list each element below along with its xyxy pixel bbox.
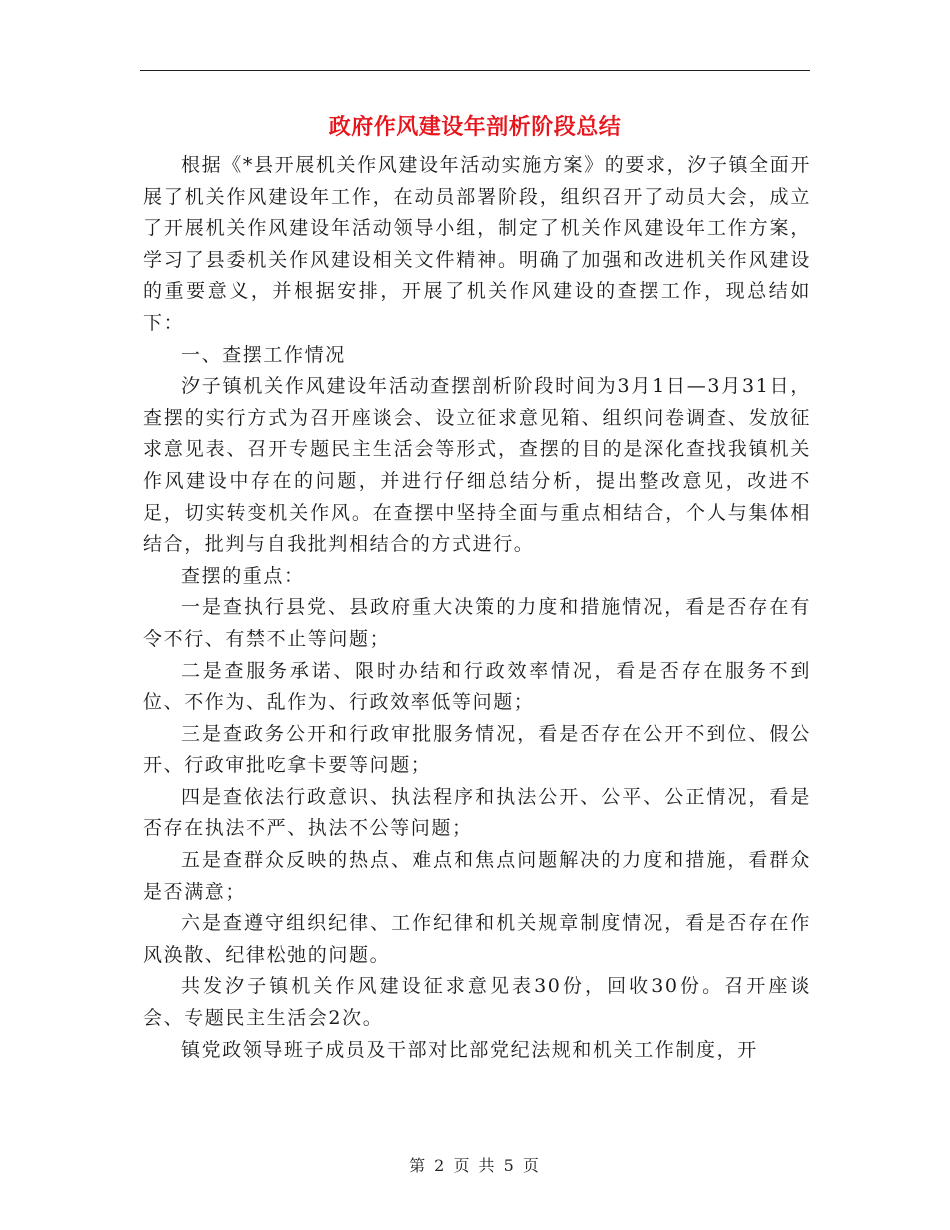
page-footer: 第 2 页 共 5 页 bbox=[409, 1156, 541, 1175]
paragraph-review-focus-heading: 查摆的重点： bbox=[181, 564, 305, 587]
document-title: 政府作风建设年剖析阶段总结 bbox=[328, 114, 622, 140]
document-body bbox=[143, 150, 811, 1066]
paragraph-focus-6: 六是查遵守组织纪律、工作纪律和机关规章制度情况，看是否存在作风涣散、纪律松弛的问题。 bbox=[143, 912, 811, 966]
paragraph-review-period: 汐子镇机关作风建设年活动查摆剖析阶段时间为3月1日—3月31日，查摆的实行方式为召开座谈会、设立征求意见箱、组织问卷调查、发放征求意见表、召开专题民主生活会等形式，查摆的目的是深化查找我镇机关作风建设中存在的问题，并进行仔细总结分析，提出整改意见，改进不足，切实转变机关作风。在查摆中坚持全面与重点相结合，个人与集体相结合，批判与自我批判相结合的方式进行。 bbox=[143, 375, 811, 556]
header-rule bbox=[140, 70, 810, 71]
paragraph-focus-4: 四是查依法行政意识、执法程序和执法公开、公平、公正情况，看是否存在执法不严、执法不公等问题； bbox=[143, 785, 811, 840]
paragraph-survey-results: 共发汐子镇机关作风建设征求意见表30份，回收30份。召开座谈会、专题民主生活会2次。 bbox=[143, 975, 811, 1030]
paragraph-focus-2: 二是查服务承诺、限时办结和行政效率情况，看是否存在服务不到位、不作为、乱作为、行政效率低等问题； bbox=[143, 659, 811, 714]
paragraph-focus-3: 三是查政务公开和行政审批服务情况，看是否存在公开不到位、假公开、行政审批吃拿卡要等问题； bbox=[143, 722, 811, 777]
paragraph-intro: 根据《*县开展机关作风建设年活动实施方案》的要求，汐子镇全面开展了机关作风建设年工作，在动员部署阶段，组织召开了动员大会，成立了开展机关作风建设年活动领导小组，制定了机关作风建设年工作方案，学习了县委机关作风建设相关文件精神。明确了加强和改进机关作风建设的重要意义，并根据安排，开展了机关作风建设的查摆工作，现总结如下： bbox=[143, 154, 811, 334]
paragraph-focus-5: 五是查群众反映的热点、难点和焦点问题解决的力度和措施，看群众是否满意； bbox=[143, 849, 811, 903]
section-heading-1: 一、查摆工作情况 bbox=[181, 343, 346, 366]
paragraph-leadership: 镇党政领导班子成员及干部对比部党纪法规和机关工作制度，开 bbox=[181, 1038, 758, 1061]
paragraph-focus-1: 一是查执行县党、县政府重大决策的力度和措施情况，看是否存在有令不行、有禁不止等问题； bbox=[143, 596, 811, 650]
